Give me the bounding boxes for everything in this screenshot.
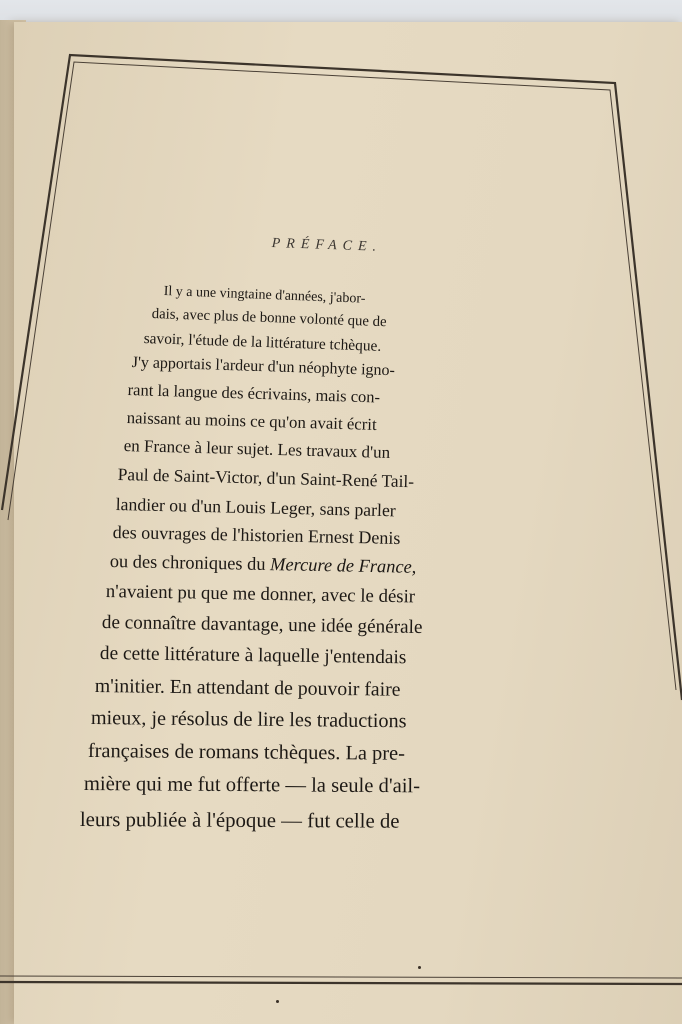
preface-title: PRÉFACE. [271, 236, 383, 255]
text-line-6: naissant au moins ce qu'on avait écrit [126, 408, 377, 434]
text-line-18: mière qui me fut offerte — la seule d'ail- [83, 773, 421, 798]
text-line-8: Paul de Saint-Victor, d'un Saint-René Tail- [117, 464, 415, 492]
text-line-5: rant la langue des écrivains, mais con- [127, 380, 381, 407]
text-line-7: en France à leur sujet. Les travaux d'un [123, 436, 391, 462]
text-line-17: françaises de romans tchèques. La pre- [87, 740, 406, 765]
text-line-1: Il y a une vingtaine d'années, j'abor- [163, 284, 366, 307]
text-line-3: savoir, l'étude de la littérature tchèque. [143, 330, 382, 355]
paper-speck [418, 966, 421, 969]
text-line-10: des ouvrages de l'historien Ernest Denis [112, 522, 401, 549]
text-line-12: n'avaient pu que me donner, avec le désir [105, 581, 416, 608]
text-line-16: mieux, je résolus de lire les traductions [90, 707, 407, 733]
text-line-15: m'initier. En attendant de pouvoir faire [94, 675, 401, 701]
text-line-11-start: ou des chroniques du [109, 551, 271, 575]
text-line-14: de cette littérature à laquelle j'entendais [99, 643, 407, 669]
italic-journal-title: Mercure de France, [269, 554, 417, 577]
text-line-19: leurs publiée à l'époque — fut celle de [79, 808, 400, 833]
text-line-13: de connaître davantage, une idée générale [101, 612, 423, 639]
paper-speck [276, 1000, 279, 1003]
text-line-2: dais, avec plus de bonne volonté que de [151, 306, 387, 331]
text-line-9: landier ou d'un Louis Leger, sans parler [115, 494, 396, 521]
text-line-4: J'y apportais l'ardeur d'un néophyte igno- [131, 354, 396, 380]
